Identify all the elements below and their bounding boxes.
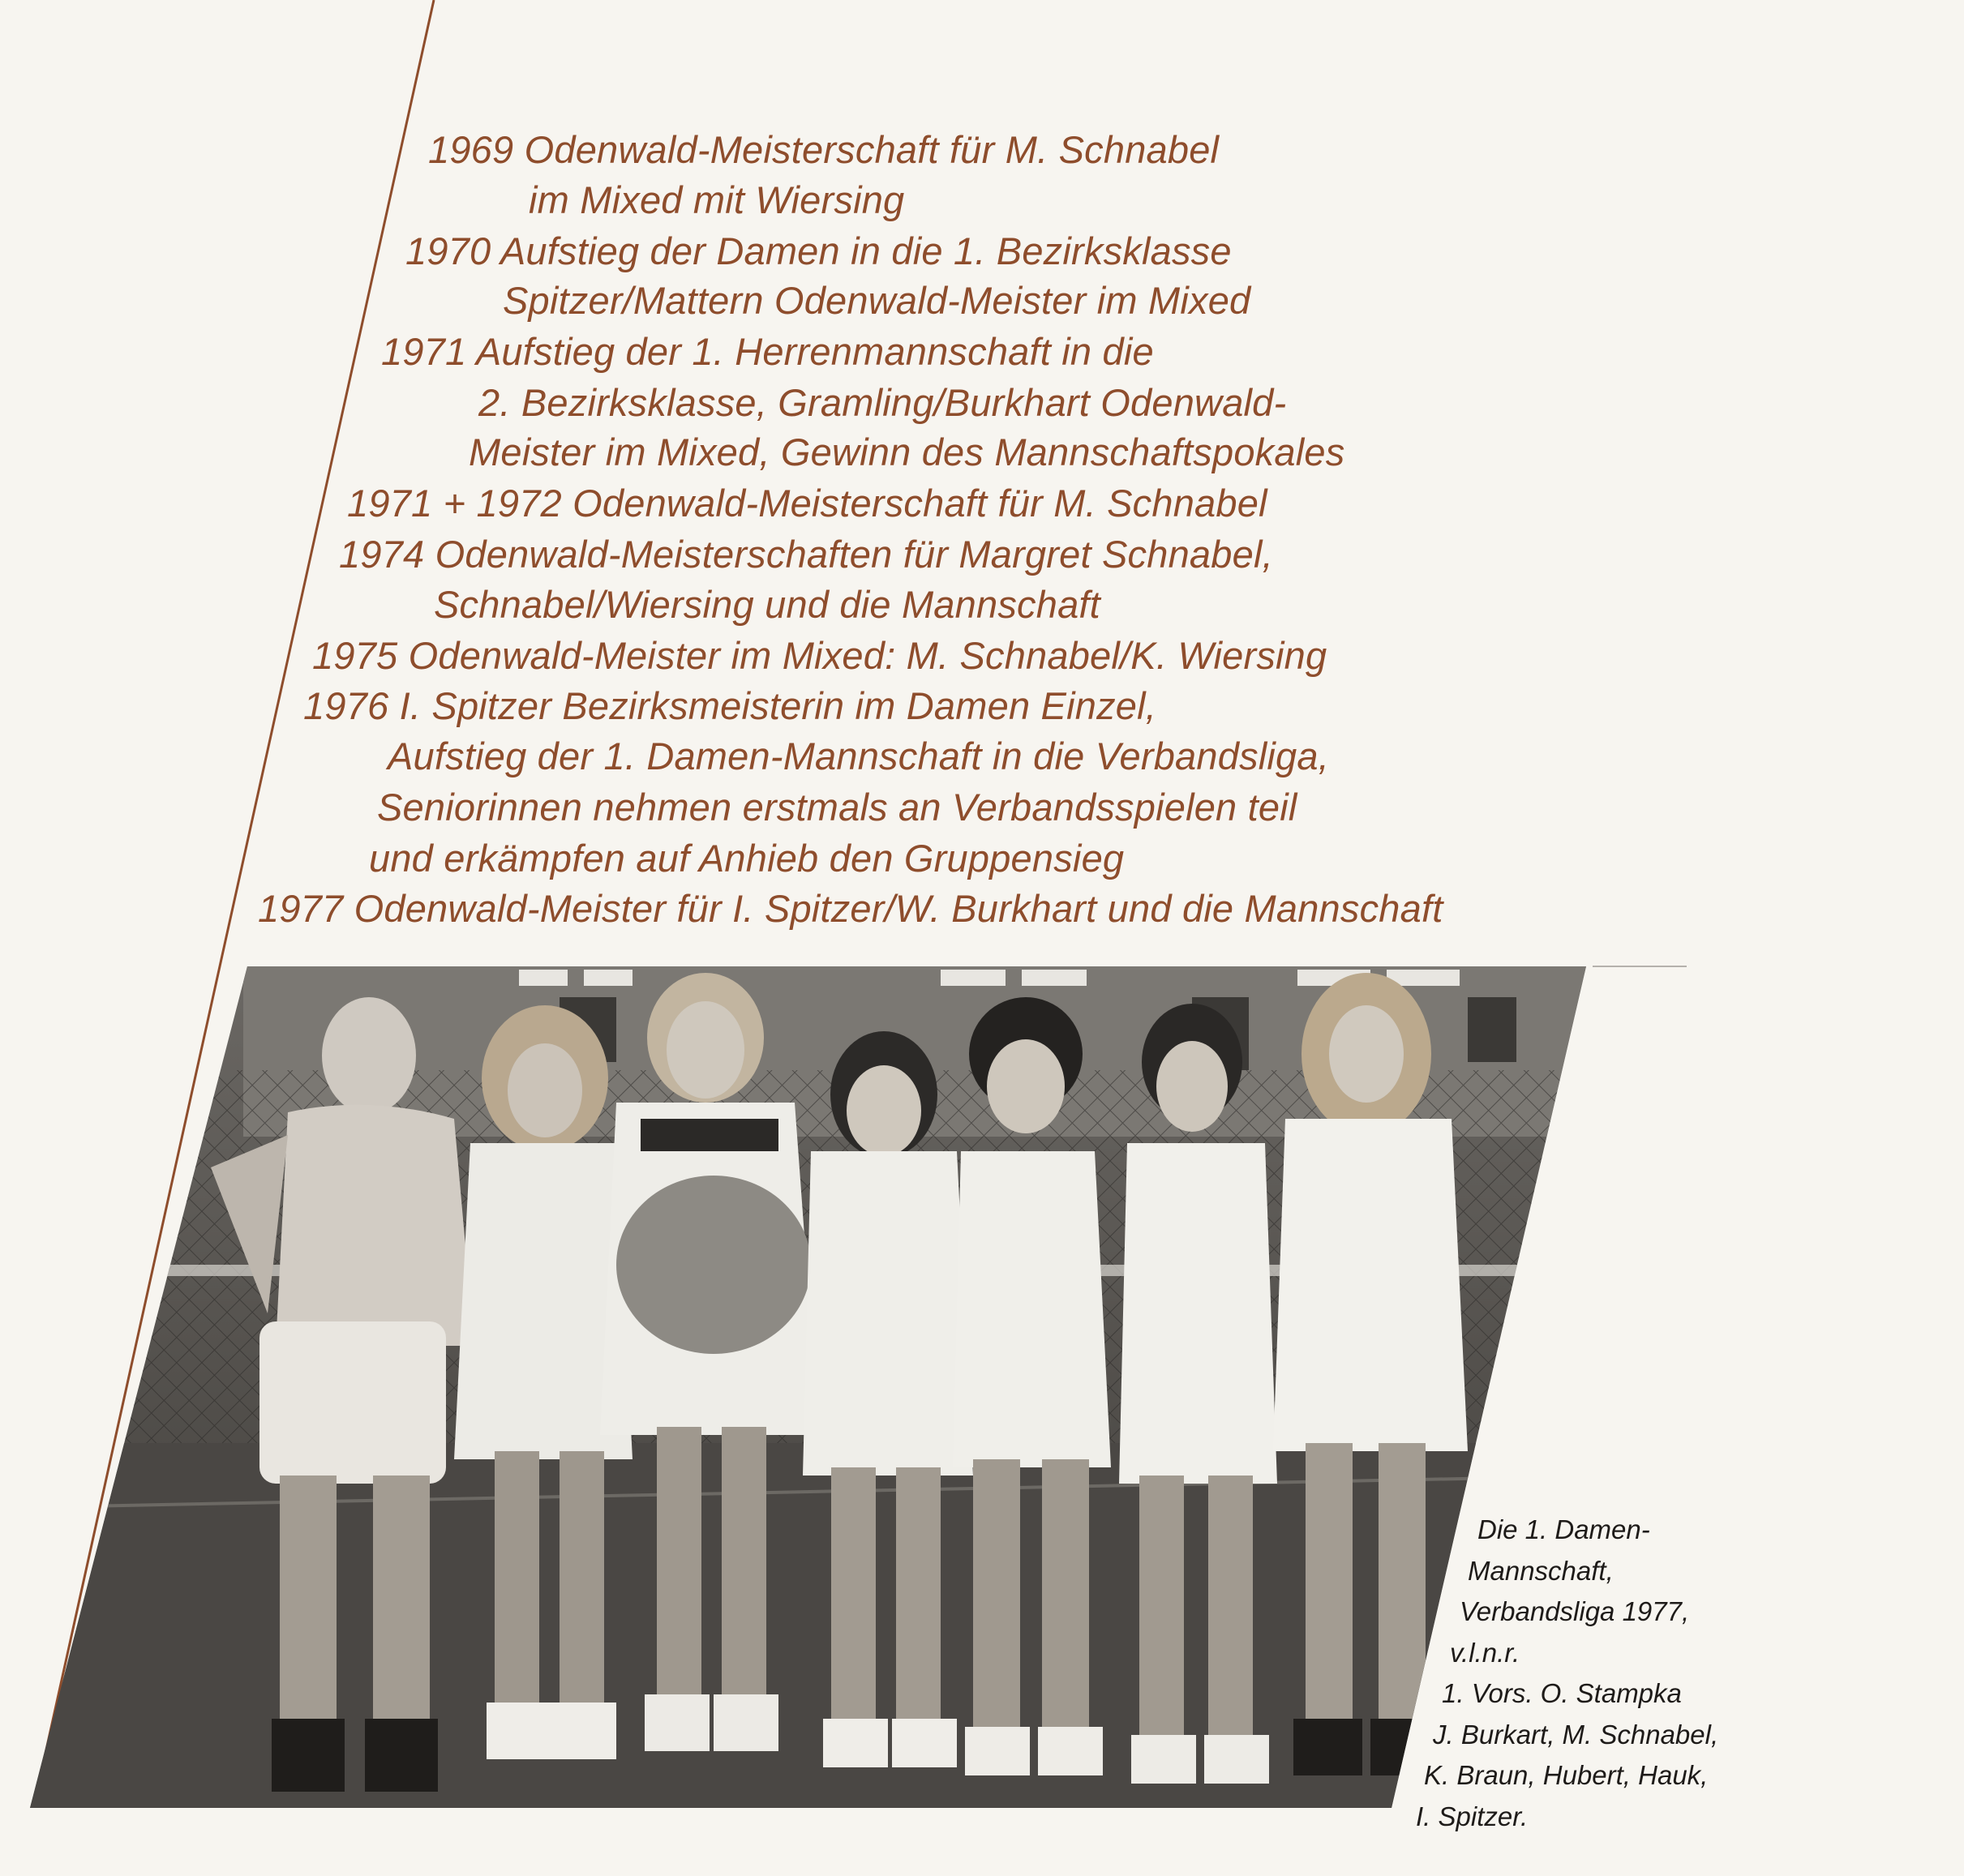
chronicle-line: 2. Bezirksklasse, Gramling/Burkhart Odenwald-: [478, 381, 1287, 424]
chronicle-line: Spitzer/Mattern Odenwald-Meister im Mixed: [503, 279, 1251, 322]
chronicle-line: Meister im Mixed, Gewinn des Mannschaftspokales: [469, 430, 1345, 473]
chronicle-line: 1971 + 1972 Odenwald-Meisterschaft für M. Schnabel: [347, 482, 1267, 525]
chronicle-line: 1970 Aufstieg der Damen in die 1. Bezirksklasse: [405, 229, 1232, 272]
caption-line: Die 1. Damen-: [1477, 1514, 1650, 1544]
chronicle-line: 1974 Odenwald-Meisterschaften für Margret Schnabel,: [339, 533, 1273, 576]
caption-line: Verbandsliga 1977,: [1460, 1596, 1690, 1626]
chronicle-line: Seniorinnen nehmen erstmals an Verbandsspielen teil: [377, 786, 1297, 829]
chronicle-line: 1977 Odenwald-Meister für I. Spitzer/W. Burkhart und die Mannschaft: [258, 887, 1443, 930]
chronicle-line: und erkämpfen auf Anhieb den Gruppensieg: [369, 837, 1125, 880]
chronicle-line: im Mixed mit Wiersing: [529, 178, 905, 221]
caption-line: v.l.n.r.: [1450, 1638, 1520, 1668]
caption-line: Mannschaft,: [1468, 1556, 1614, 1586]
caption-line: K. Braun, Hubert, Hauk,: [1424, 1760, 1709, 1790]
chronicle-line: Aufstieg der 1. Damen-Mannschaft in die Verbandsliga,: [388, 735, 1329, 777]
caption-line: J. Burkart, M. Schnabel,: [1433, 1720, 1719, 1750]
caption-line: I. Spitzer.: [1416, 1801, 1529, 1831]
chronicle-line: 1975 Odenwald-Meister im Mixed: M. Schnabel/K. Wiersing: [312, 634, 1327, 677]
chronicle-line: Schnabel/Wiersing und die Mannschaft: [434, 583, 1100, 626]
chronicle-line: 1976 I. Spitzer Bezirksmeisterin im Damen Einzel,: [303, 684, 1157, 727]
chronicle-line: 1971 Aufstieg der 1. Herrenmannschaft in die: [381, 330, 1154, 373]
chronicle-line: 1969 Odenwald-Meisterschaft für M. Schnabel: [428, 128, 1220, 171]
caption-line: 1. Vors. O. Stampka: [1442, 1678, 1682, 1708]
